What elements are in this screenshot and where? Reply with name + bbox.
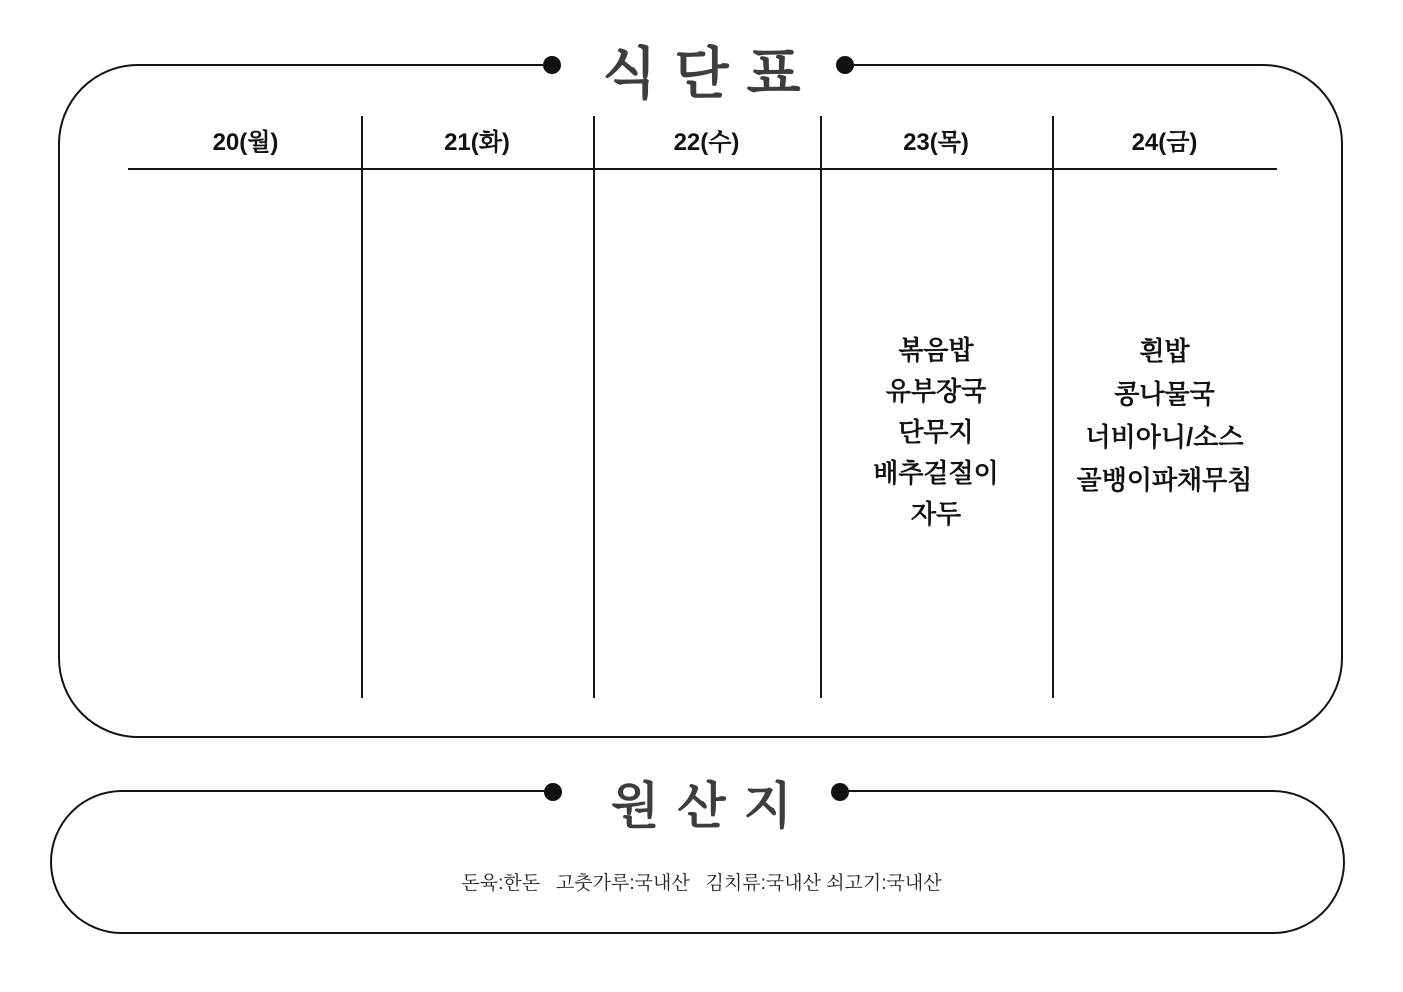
menu-item: 자두 [910, 499, 962, 529]
day-header-wed: 22(수) [673, 129, 740, 156]
header-underline [128, 168, 1277, 170]
menu-item: 흰밥 [1139, 336, 1190, 366]
menu-item: 유부장국 [885, 376, 987, 406]
origin-info-text: 돈육:한돈 고춧가루:국내산 김치류:국내산 쇠고기:국내산 [461, 873, 942, 894]
menu-item: 너비아니/소스 [1085, 422, 1244, 452]
column-divider [361, 116, 363, 698]
menu-board-title: 식단표 [602, 42, 819, 105]
column-divider [593, 116, 595, 698]
day-column-fri-items [1052, 330, 1277, 502]
menu-item: 골뱅이파채무침 [1076, 465, 1253, 495]
menu-item: 배추겉절이 [873, 458, 999, 488]
menu-item: 콩나물국 [1114, 379, 1215, 409]
origin-board-title: 원산지 [611, 778, 810, 834]
menu-item: 단무지 [898, 417, 974, 447]
menu-item: 볶음밥 [898, 335, 974, 365]
day-header-tue: 21(화) [444, 129, 510, 156]
day-header-mon: 20(월) [212, 129, 279, 156]
day-column-thu-items [820, 330, 1052, 535]
day-header-thu: 23(목) [903, 129, 969, 156]
day-header-fri: 24(금) [1131, 129, 1198, 156]
